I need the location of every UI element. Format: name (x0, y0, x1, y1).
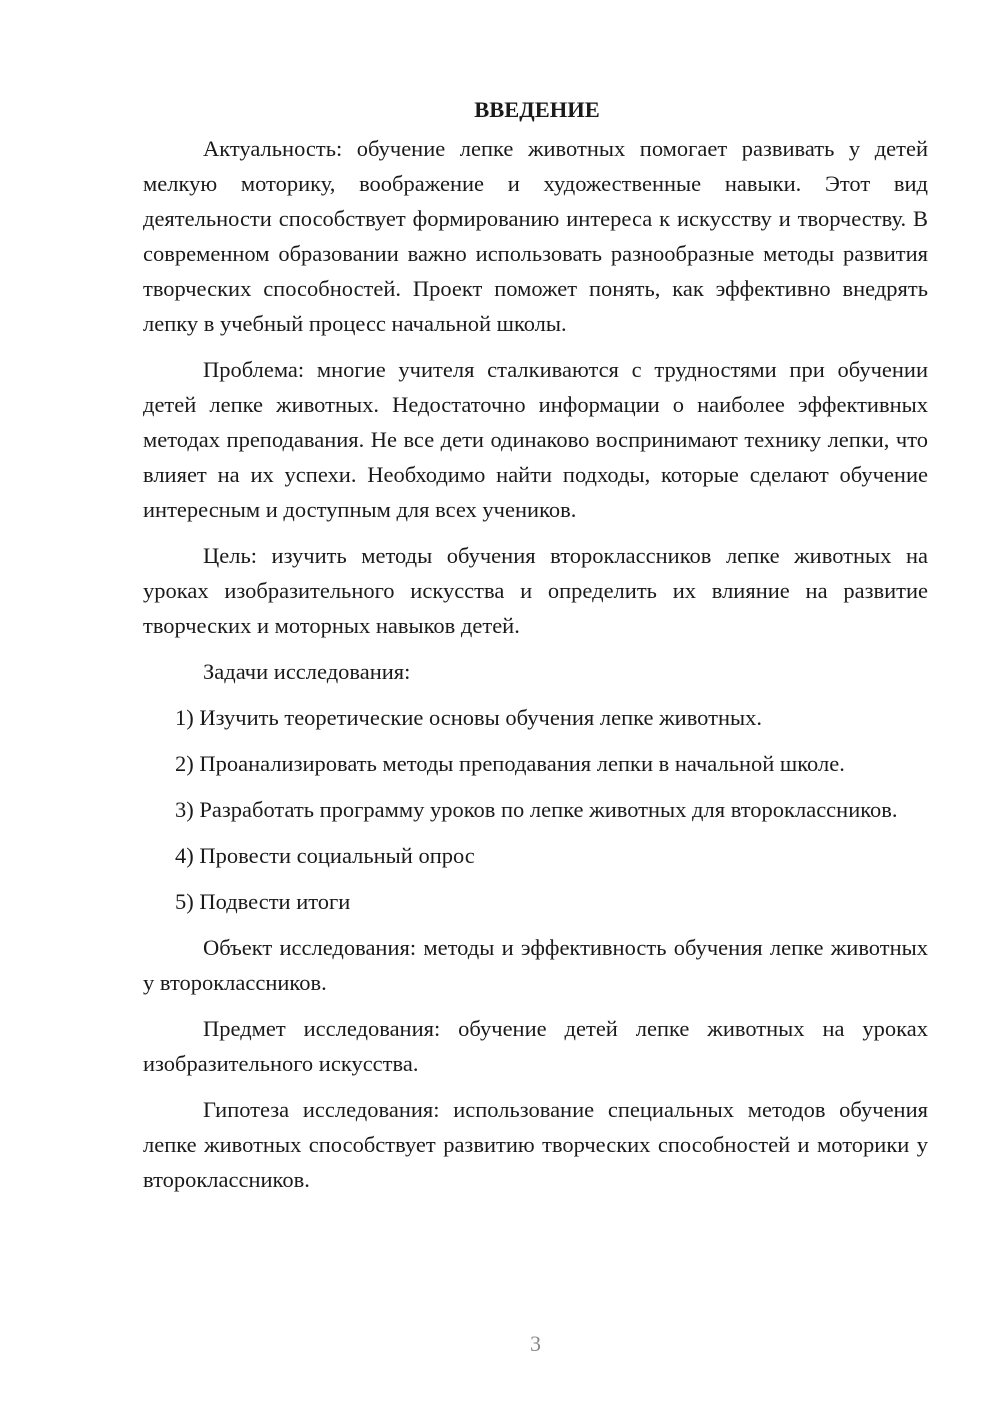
page-number: 3 (530, 1331, 541, 1356)
paragraph-relevance: Актуальность: обучение лепке животных помогает развивать у детей мелкую моторику, воображение и художественные навыки. Этот вид деятельности способствует формированию интереса к искусству и творчеству. В современном образовании важно использовать разнообразные методы развития творческих способностей. Проект поможет понять, как эффективно внедрять лепку в учебный процесс начальной школы. (143, 136, 928, 336)
task-item-5: 5) Подвести итоги (175, 889, 351, 914)
page-content (143, 92, 928, 1208)
paragraph-hypothesis: Гипотеза исследования: использование специальных методов обучения лепке животных способствует развитию творческих способностей и моторики у второклассников. (143, 1097, 928, 1192)
tasks-title: Задачи исследования: (203, 659, 411, 684)
task-item-2: 2) Проанализировать методы преподавания лепки в начальной школе. (175, 751, 845, 776)
paragraph-object: Объект исследования: методы и эффективность обучения лепке животных у второклассников. (143, 935, 928, 995)
task-item-4: 4) Провести социальный опрос (175, 843, 475, 868)
paragraph-subject: Предмет исследования: обучение детей лепке животных на уроках изобразительного искусства. (143, 1016, 928, 1076)
page-heading: ВВЕДЕНИЕ (474, 97, 600, 122)
paragraph-problem: Проблема: многие учителя сталкиваются с трудностями при обучении детей лепке животных. Недостаточно информации о наиболее эффективных методах преподавания. Не все дети одинаково воспринимают технику лепки, что влияет на их успехи. Необходимо найти подходы, которые сделают обучение интересным и доступным для всех учеников. (143, 357, 928, 522)
paragraph-goal: Цель: изучить методы обучения второклассников лепке животных на уроках изобразительного искусства и определить их влияние на развитие творческих и моторных навыков детей. (143, 543, 928, 638)
task-item-1: 1) Изучить теоретические основы обучения лепке животных. (175, 705, 762, 730)
task-item-3: 3) Разработать программу уроков по лепке животных для второклассников. (175, 797, 898, 822)
